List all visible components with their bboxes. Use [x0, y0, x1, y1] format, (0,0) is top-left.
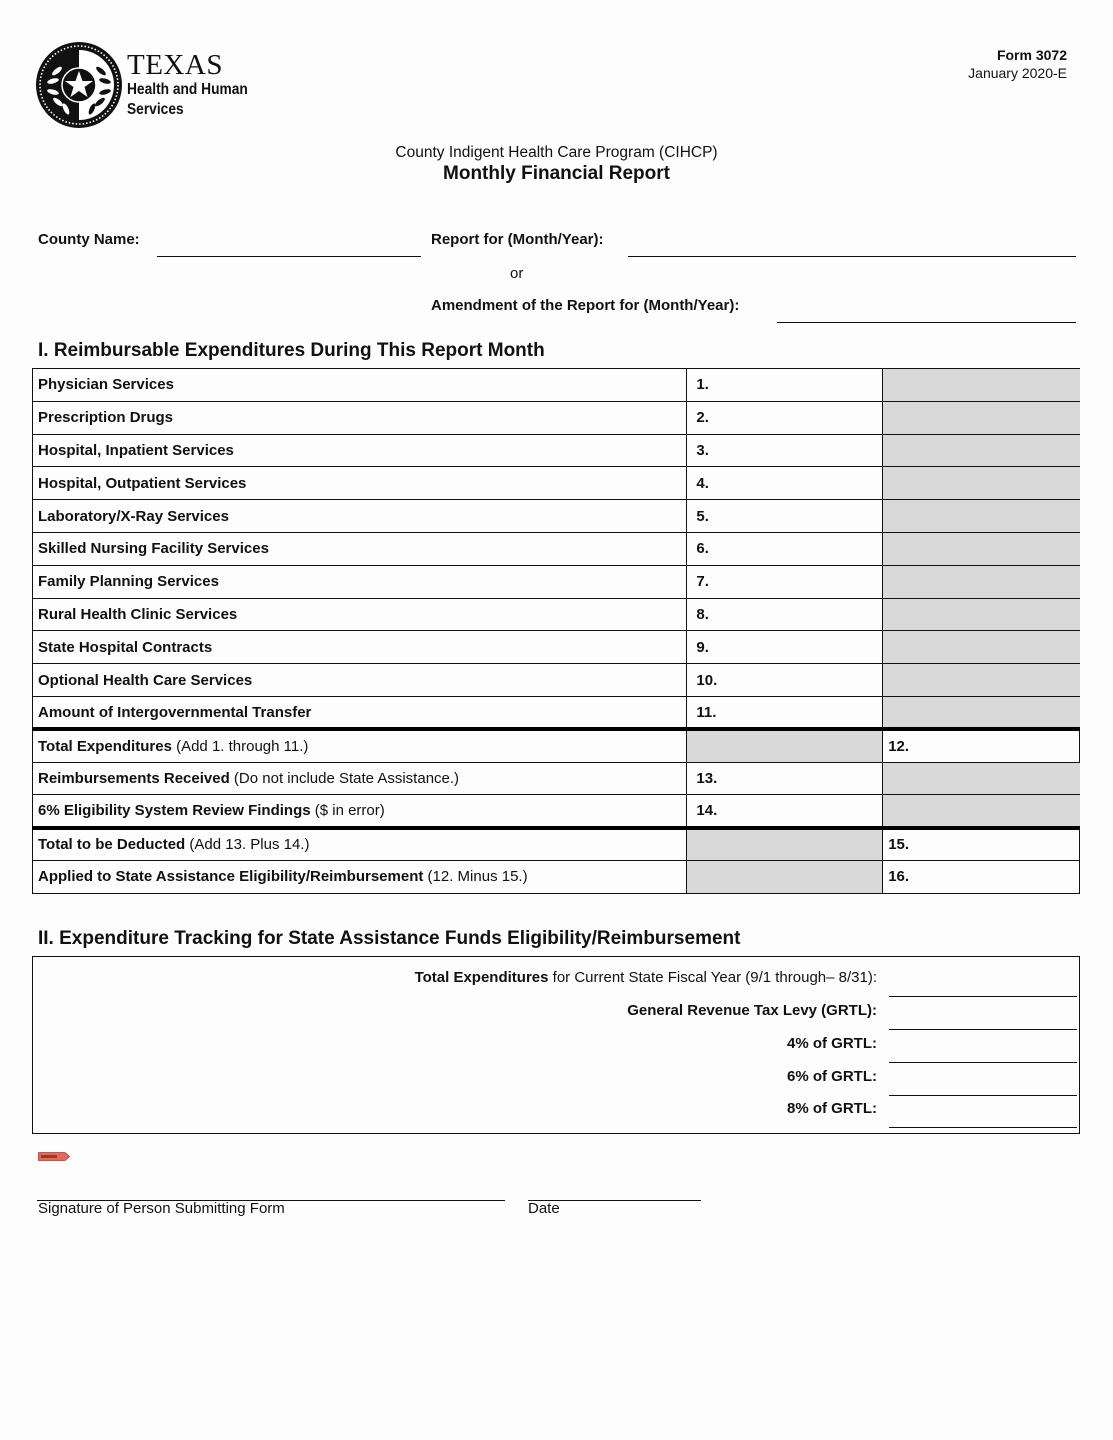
line-number: 3. — [696, 441, 709, 459]
date-label: Date — [528, 1200, 560, 1217]
amount-input-cell[interactable] — [687, 401, 883, 434]
row-label-note: (Add 1. through 11.) — [171, 737, 309, 755]
amount-input-cell[interactable] — [687, 532, 883, 565]
table-row — [33, 860, 1080, 893]
row-label — [33, 631, 687, 664]
row-label — [33, 664, 687, 697]
state-seal-star-icon — [35, 41, 123, 129]
logo-subtitle-1: Health and Human — [127, 80, 248, 98]
row-label-text: Laboratory/X-Ray Services — [38, 507, 229, 525]
tracking-row-label — [787, 1100, 877, 1117]
table-row — [33, 631, 1080, 664]
shaded-cell — [883, 696, 1080, 729]
line-number: 13. — [696, 769, 718, 787]
row-label — [33, 729, 687, 762]
tracking-value-field[interactable] — [889, 1095, 1077, 1096]
row-label-text: 6% Eligibility System Review Findings — [38, 802, 311, 819]
row-label-note: ($ in error) — [310, 802, 385, 819]
table-row — [33, 762, 1080, 795]
table-row — [33, 532, 1080, 565]
tracking-value-field[interactable] — [889, 1127, 1077, 1128]
tracking-label-bold: Total Expenditures — [414, 969, 549, 986]
row-label-text: Total to be Deducted — [38, 836, 186, 854]
row-label-text: Hospital, Outpatient Services — [38, 474, 247, 492]
amount-input-cell[interactable] — [687, 696, 883, 729]
row-label — [33, 532, 687, 565]
row-label-text: Applied to State Assistance Eligibility/Reimbursement — [38, 868, 424, 886]
row-label-text: Hospital, Inpatient Services — [38, 441, 234, 459]
or-label: or — [510, 265, 524, 282]
shaded-cell — [883, 598, 1080, 631]
table-row — [33, 795, 1080, 828]
row-label — [33, 369, 687, 402]
table-row — [33, 369, 1080, 402]
amount-input-cell[interactable] — [687, 664, 883, 697]
amount-input-cell[interactable] — [687, 565, 883, 598]
shaded-cell — [883, 565, 1080, 598]
row-label-text: Optional Health Care Services — [38, 671, 253, 689]
tracking-label-rest: for Current State Fiscal Year (9/1 through– 8/31): — [548, 969, 877, 986]
tracking-value-field[interactable] — [889, 996, 1077, 997]
line-number: 10. — [696, 671, 718, 689]
tracking-row-label — [787, 1035, 877, 1052]
tracking-label-bold: 8% of GRTL: — [787, 1100, 877, 1117]
amount-input-cell[interactable] — [687, 598, 883, 631]
table-row — [33, 664, 1080, 697]
table-row — [33, 828, 1080, 861]
amendment-label: Amendment of the Report for (Month/Year): — [431, 297, 740, 314]
amount-input-cell[interactable] — [687, 500, 883, 533]
row-label-text: Prescription Drugs — [38, 409, 174, 427]
amount-input-cell[interactable] — [687, 434, 883, 467]
form-number: Form 3072 — [996, 47, 1067, 63]
line-number: 11. — [696, 703, 717, 721]
line-number: 4. — [696, 474, 709, 492]
table-row — [33, 598, 1080, 631]
signature-label: Signature of Person Submitting Form — [38, 1200, 285, 1217]
tracking-value-field[interactable] — [889, 1029, 1077, 1030]
row-label-note: (12. Minus 15.) — [423, 868, 528, 886]
tracking-label-bold: General Revenue Tax Levy (GRTL): — [627, 1002, 877, 1019]
shaded-cell — [883, 762, 1080, 795]
logo-title: TEXAS — [127, 48, 223, 81]
table-row — [33, 434, 1080, 467]
shaded-cell — [687, 729, 883, 762]
amount-input-cell[interactable] — [687, 631, 883, 664]
expenditure-tracking-box — [32, 956, 1080, 1134]
row-label-text: Reimbursements Received — [38, 769, 230, 787]
shaded-cell — [883, 631, 1080, 664]
table-row — [33, 696, 1080, 729]
county-name-label: County Name: — [38, 231, 140, 248]
line-number: 12. — [888, 737, 910, 755]
tracking-label-bold: 4% of GRTL: — [787, 1035, 877, 1052]
row-label — [33, 467, 687, 500]
county-name-field[interactable] — [157, 256, 421, 257]
row-label — [33, 565, 687, 598]
line-number: 5. — [696, 507, 709, 525]
row-label — [33, 598, 687, 631]
shaded-cell — [883, 664, 1080, 697]
section-2-heading: II. Expenditure Tracking for State Assistance Funds Eligibility/Reimbursement — [38, 928, 741, 949]
table-row — [33, 565, 1080, 598]
report-for-field[interactable] — [628, 256, 1076, 257]
row-label-text: State Hospital Contracts — [38, 638, 213, 656]
line-number: 15. — [888, 836, 910, 854]
row-label-note: (Do not include State Assistance.) — [229, 769, 460, 787]
amount-input-cell[interactable] — [687, 762, 883, 795]
line-number: 9. — [696, 638, 709, 656]
line-number: 1. — [696, 376, 709, 394]
form-id-block — [968, 46, 1067, 82]
table-row — [33, 401, 1080, 434]
shaded-cell — [883, 401, 1080, 434]
row-label-text: Physician Services — [38, 376, 174, 394]
row-label-text: Family Planning Services — [38, 573, 219, 591]
row-label-text: Skilled Nursing Facility Services — [38, 540, 269, 558]
shaded-cell — [687, 860, 883, 893]
line-number: 6. — [696, 540, 709, 558]
shaded-cell — [883, 467, 1080, 500]
row-label — [33, 762, 687, 795]
amendment-field[interactable] — [777, 322, 1076, 323]
table-row — [33, 500, 1080, 533]
shaded-cell — [883, 795, 1080, 828]
tracking-row-label — [415, 969, 877, 986]
logo-subtitle-2: Services — [127, 100, 184, 118]
line-number: 2. — [696, 409, 709, 427]
expenditures-table — [32, 368, 1080, 894]
line-number: 8. — [696, 605, 709, 623]
shaded-cell — [883, 369, 1080, 402]
shaded-cell — [883, 532, 1080, 565]
row-label — [33, 795, 687, 828]
line-number: 16. — [888, 868, 910, 886]
table-row — [33, 729, 1080, 762]
shaded-cell — [883, 434, 1080, 467]
amount-input-cell[interactable] — [687, 795, 883, 828]
row-label-text: Amount of Intergovernmental Transfer — [38, 703, 312, 721]
section-1-heading: I. Reimbursable Expenditures During This Report Month — [38, 340, 545, 361]
tracking-value-field[interactable] — [889, 1062, 1077, 1063]
program-name: County Indigent Health Care Program (CIHCP) — [395, 144, 718, 161]
tracking-label-bold: 6% of GRTL: — [787, 1068, 877, 1085]
amount-input-cell[interactable] — [687, 467, 883, 500]
row-label — [33, 434, 687, 467]
amount-input-cell[interactable] — [687, 369, 883, 402]
total-input-cell[interactable] — [883, 729, 1080, 762]
annotation-tag-icon[interactable] — [38, 1152, 70, 1161]
page-title: Monthly Financial Report — [443, 163, 670, 184]
hhs-logo — [35, 41, 267, 129]
total-input-cell[interactable] — [883, 828, 1080, 861]
form-revision: January 2020-E — [968, 65, 1067, 81]
shaded-cell — [687, 828, 883, 861]
shaded-cell — [883, 500, 1080, 533]
row-label — [33, 696, 687, 729]
row-label — [33, 828, 687, 861]
row-label — [33, 401, 687, 434]
row-label — [33, 500, 687, 533]
line-number: 7. — [696, 573, 709, 591]
total-input-cell[interactable] — [883, 860, 1080, 893]
row-label-note: (Add 13. Plus 14.) — [185, 836, 310, 854]
line-number: 14. — [696, 802, 718, 819]
report-for-label: Report for (Month/Year): — [431, 231, 604, 248]
row-label-text: Total Expenditures — [38, 737, 172, 755]
tracking-row-label — [787, 1068, 877, 1085]
table-row — [33, 467, 1080, 500]
row-label-text: Rural Health Clinic Services — [38, 605, 238, 623]
tracking-row-label — [627, 1002, 877, 1019]
row-label — [33, 860, 687, 893]
